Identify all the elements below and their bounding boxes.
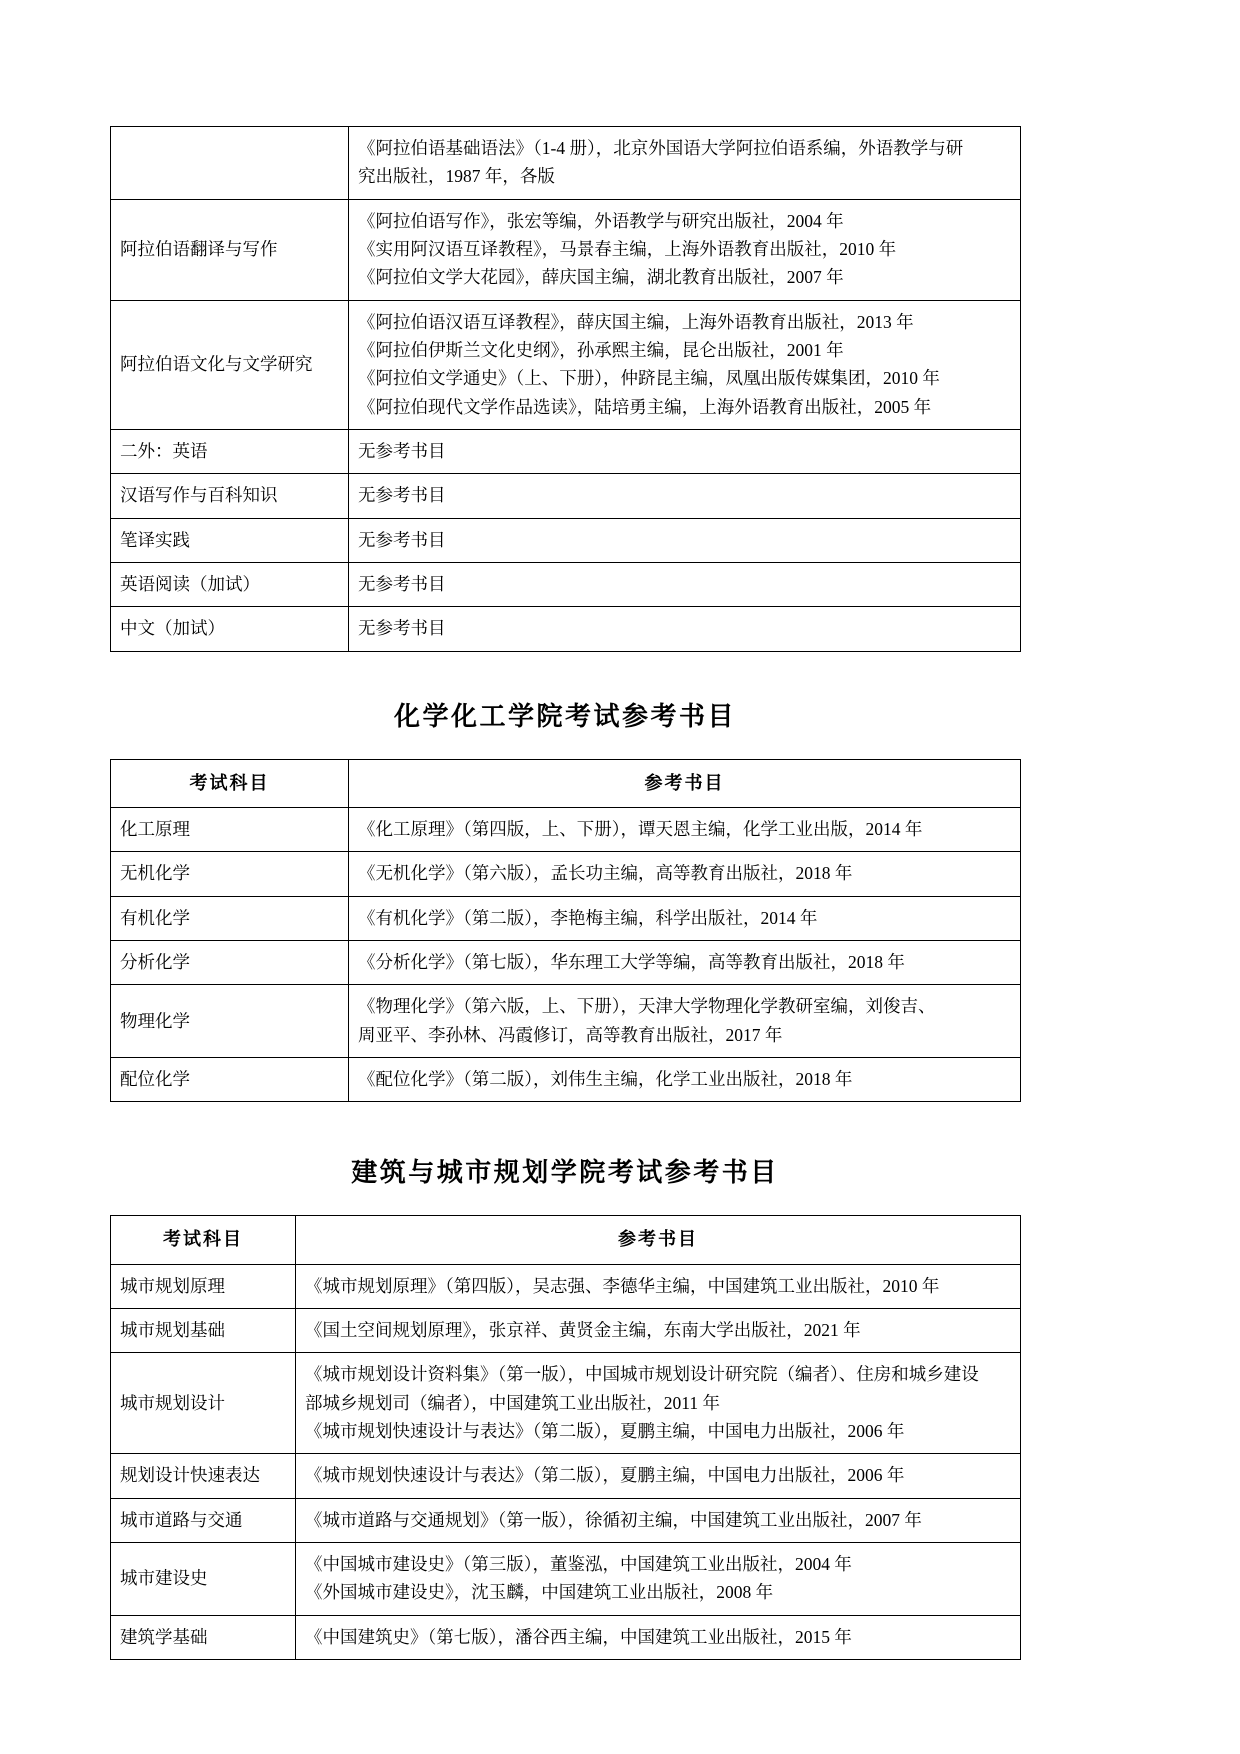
book-line: 《实用阿汉语互译教程》，马景春主编，上海外语教育出版社，2010 年 (358, 239, 897, 260)
table-row (111, 518, 1021, 562)
books-cell (349, 430, 1021, 474)
subject-label: 配位化学 (120, 1069, 190, 1090)
subject-cell (111, 1498, 296, 1542)
book-line: 周亚平、李孙林、冯霞修订，高等教育出版社，2017 年 (358, 1024, 783, 1045)
subject-cell (111, 518, 349, 562)
table-header-row (111, 759, 1021, 807)
table-row (111, 1542, 1021, 1615)
subject-label: 规划设计快速表达 (120, 1465, 260, 1486)
subject-cell (111, 1615, 296, 1659)
subject-cell (111, 430, 349, 474)
book-line: 《阿拉伯语写作》，张宏等编，外语教学与研究出版社，2004 年 (358, 210, 844, 231)
subject-cell (111, 300, 349, 429)
spacer (110, 1102, 1020, 1152)
table-header-row (111, 1216, 1021, 1264)
subject-label: 二外：英语 (120, 441, 208, 462)
books-cell (349, 1058, 1021, 1102)
table-row (111, 1058, 1021, 1102)
book-line: 《城市规划设计资料集》（第一版），中国城市规划设计研究院（编者）、住房和城乡建设 (305, 1364, 979, 1385)
document-content (110, 126, 1020, 1660)
table-row (111, 199, 1021, 300)
subject-label: 有机化学 (120, 907, 190, 928)
books-cell (349, 807, 1021, 851)
subject-cell (111, 985, 349, 1058)
book-line: 《国土空间规划原理》，张京祥、黄贤金主编，东南大学出版社，2021 年 (305, 1319, 861, 1340)
book-line: 《化工原理》（第四版，上、下册），谭天恩主编，化学工业出版，2014 年 (358, 818, 923, 839)
books-cell (296, 1264, 1021, 1308)
books-cell (349, 941, 1021, 985)
books-cell (349, 199, 1021, 300)
subject-cell (111, 896, 349, 940)
architecture-section-title: 建筑与城市规划学院考试参考书目 (351, 1157, 779, 1188)
column-header-subject: 考试科目 (111, 759, 349, 807)
book-line: 无参考书目 (358, 441, 446, 462)
book-line: 无参考书目 (358, 574, 446, 595)
column-header-books: 参考书目 (349, 759, 1021, 807)
subject-cell (111, 199, 349, 300)
book-line: 无参考书目 (358, 529, 446, 550)
subject-label: 物理化学 (120, 1010, 190, 1031)
book-line: 《阿拉伯语汉语互译教程》，薛庆国主编，上海外语教育出版社，2013 年 (358, 311, 914, 332)
subject-label: 笔译实践 (120, 529, 190, 550)
column-header-subject: 考试科目 (111, 1216, 296, 1264)
subject-label: 城市规划设计 (120, 1392, 225, 1413)
subject-label: 英语阅读（加试） (120, 574, 260, 595)
books-cell (349, 518, 1021, 562)
table-row (111, 1264, 1021, 1308)
books-cell (349, 852, 1021, 896)
subject-label: 汉语写作与百科知识 (120, 485, 278, 506)
table-row (111, 474, 1021, 518)
table-row (111, 807, 1021, 851)
book-line: 《中国城市建设史》（第三版），董鉴泓，中国建筑工业出版社，2004 年 (305, 1553, 852, 1574)
subject-label: 化工原理 (120, 818, 190, 839)
book-line: 无参考书目 (358, 485, 446, 506)
subject-label: 分析化学 (120, 952, 190, 972)
spacer (110, 652, 1020, 696)
books-cell (296, 1454, 1021, 1498)
books-cell (296, 1353, 1021, 1454)
book-line: 《阿拉伯文学大花园》，薛庆国主编，湖北教育出版社，2007 年 (358, 267, 844, 288)
book-line: 《有机化学》（第二版），李艳梅主编，科学出版社，2014 年 (358, 907, 818, 928)
book-line: 《阿拉伯文学通史》（上、下册），仲跻昆主编，凤凰出版传媒集团，2010 年 (358, 368, 940, 389)
books-cell (296, 1498, 1021, 1542)
books-cell (349, 607, 1021, 651)
subject-cell (111, 807, 349, 851)
spacer (110, 1189, 1020, 1215)
subject-label: 城市建设史 (120, 1568, 208, 1589)
table-row (111, 1454, 1021, 1498)
chemistry-reference-table (110, 759, 1021, 1103)
table-row (111, 430, 1021, 474)
books-cell (296, 1308, 1021, 1352)
subject-cell (111, 127, 349, 200)
table-row (111, 607, 1021, 651)
subject-cell (111, 941, 349, 985)
book-line: 《无机化学》（第六版），孟长功主编，高等教育出版社，2018 年 (358, 863, 853, 884)
subject-label: 中文（加试） (120, 618, 225, 639)
column-header-books: 参考书目 (296, 1216, 1021, 1264)
table-row (111, 1615, 1021, 1659)
table-row (111, 1353, 1021, 1454)
subject-cell (111, 1454, 296, 1498)
table-row (111, 300, 1021, 429)
books-cell (349, 127, 1021, 200)
spacer (110, 733, 1020, 759)
book-line: 《分析化学》（第七版），华东理工大学等编，高等教育出版社，2018 年 (358, 952, 905, 972)
subject-cell (111, 1542, 296, 1615)
architecture-reference-table (110, 1215, 1021, 1660)
book-line: 《阿拉伯伊斯兰文化史纲》，孙承熙主编，昆仑出版社，2001 年 (358, 340, 844, 361)
chemistry-section-title: 化学化工学院考试参考书目 (393, 700, 736, 731)
subject-cell (111, 852, 349, 896)
subject-cell (111, 1353, 296, 1454)
book-line: 《物理化学》（第六版，上、下册），天津大学物理化学教研室编，刘俊吉、 (358, 996, 936, 1017)
book-line: 《阿拉伯现代文学作品选读》，陆培勇主编，上海外语教育出版社，2005 年 (358, 396, 932, 417)
books-cell (349, 985, 1021, 1058)
subject-cell (111, 474, 349, 518)
books-cell (349, 563, 1021, 607)
book-line: 《城市规划原理》（第四版），吴志强、李德华主编，中国建筑工业出版社，2010 年 (305, 1275, 940, 1296)
subject-cell (111, 563, 349, 607)
subject-cell (111, 1308, 296, 1352)
subject-label: 阿拉伯语文化与文学研究 (120, 354, 313, 375)
books-cell (349, 300, 1021, 429)
book-line: 究出版社，1987 年，各版 (358, 166, 555, 187)
book-line: 无参考书目 (358, 618, 446, 639)
book-line: 部城乡规划司（编者），中国建筑工业出版社，2011 年 (305, 1392, 720, 1413)
subject-cell (111, 1264, 296, 1308)
book-line: 《外国城市建设史》，沈玉麟，中国建筑工业出版社，2008 年 (305, 1582, 774, 1603)
table-row (111, 941, 1021, 985)
table-row (111, 896, 1021, 940)
subject-label: 建筑学基础 (120, 1626, 208, 1647)
books-cell (349, 474, 1021, 518)
subject-label: 城市规划基础 (120, 1319, 225, 1340)
table-row (111, 852, 1021, 896)
book-line: 《城市规划快速设计与表达》（第二版），夏鹏主编，中国电力出版社，2006 年 (305, 1465, 905, 1486)
book-line: 《配位化学》（第二版），刘伟生主编，化学工业出版社，2018 年 (358, 1069, 853, 1090)
table-row (111, 985, 1021, 1058)
table-row (111, 1498, 1021, 1542)
subject-label: 城市道路与交通 (120, 1509, 243, 1530)
subject-cell (111, 607, 349, 651)
books-cell (296, 1615, 1021, 1659)
table-row (111, 1308, 1021, 1352)
subject-cell (111, 1058, 349, 1102)
subject-label: 无机化学 (120, 863, 190, 884)
subject-label: 城市规划原理 (120, 1275, 225, 1296)
table-row (111, 127, 1021, 200)
books-cell (296, 1542, 1021, 1615)
table-row (111, 563, 1021, 607)
book-line: 《中国建筑史》（第七版），潘谷西主编，中国建筑工业出版社，2015 年 (305, 1626, 852, 1647)
arabic-reference-table (110, 126, 1021, 652)
book-line: 《阿拉伯语基础语法》（1-4 册），北京外国语大学阿拉伯语系编，外语教学与研 (358, 138, 964, 158)
book-line: 《城市道路与交通规划》（第一版），徐循初主编，中国建筑工业出版社，2007 年 (305, 1509, 922, 1530)
books-cell (349, 896, 1021, 940)
subject-label: 阿拉伯语翻译与写作 (120, 239, 278, 260)
book-line: 《城市规划快速设计与表达》（第二版），夏鹏主编，中国电力出版社，2006 年 (305, 1420, 905, 1441)
